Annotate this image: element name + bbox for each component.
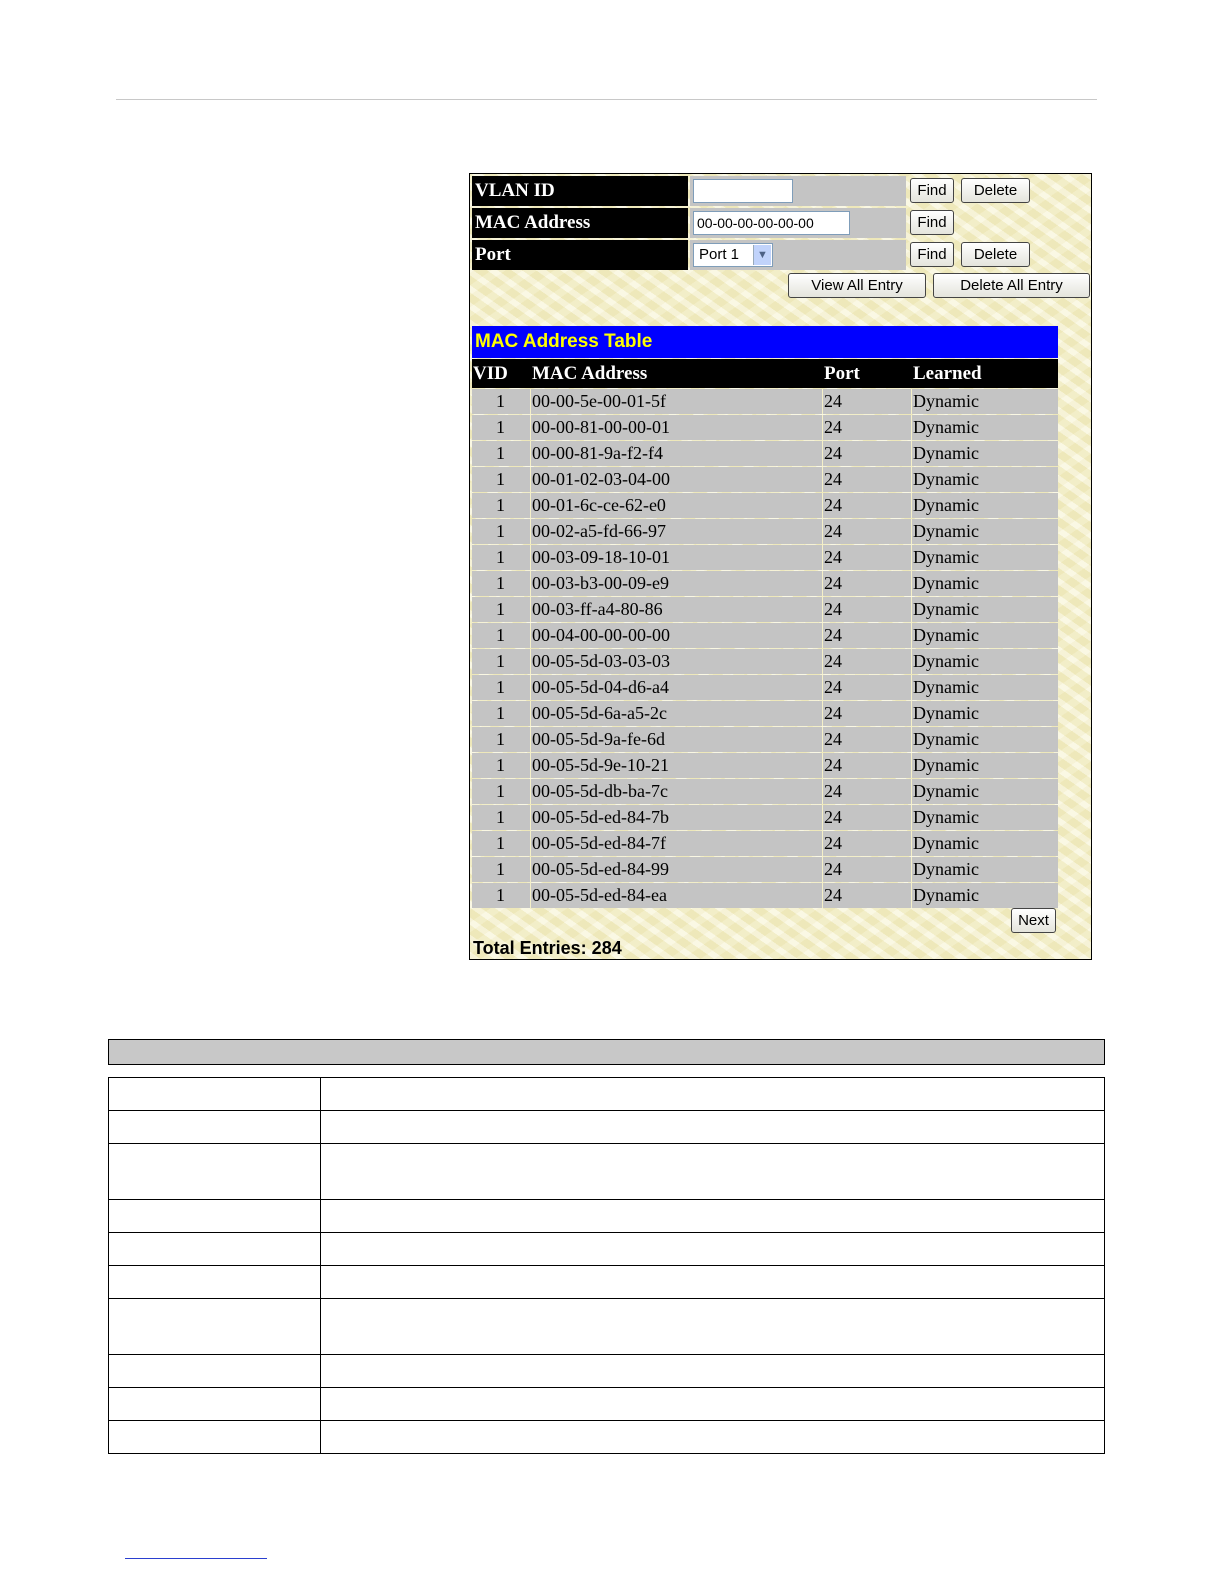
column-divider [911, 545, 912, 570]
learned-cell: Dynamic [913, 573, 979, 593]
column-divider [822, 441, 823, 466]
mac-find-button[interactable]: Find [910, 210, 954, 235]
table-row [472, 415, 1058, 440]
table-row [109, 1388, 1105, 1421]
column-divider [530, 389, 531, 414]
table-cell [109, 1200, 321, 1233]
column-divider [911, 597, 912, 622]
column-divider [911, 623, 912, 648]
column-divider [530, 883, 531, 908]
vid-cell: 1 [496, 573, 505, 593]
mac-address-cell: 00-05-5d-03-03-03 [532, 651, 670, 671]
port-cell: 24 [824, 625, 842, 645]
vid-cell: 1 [496, 677, 505, 697]
column-divider [911, 857, 912, 882]
table-row [109, 1355, 1105, 1388]
port-cell: 24 [824, 573, 842, 593]
table-row [472, 857, 1058, 882]
learned-cell: Dynamic [913, 677, 979, 697]
port-cell: 24 [824, 755, 842, 775]
table-cell [109, 1388, 321, 1421]
mac-address-cell: 00-05-5d-9e-10-21 [532, 755, 669, 775]
column-divider [911, 649, 912, 674]
column-divider [530, 649, 531, 674]
vid-cell: 1 [496, 859, 505, 879]
table-cell [109, 1299, 321, 1355]
port-label: Port [472, 240, 688, 270]
table-row [109, 1111, 1105, 1144]
port-cell: 24 [824, 677, 842, 697]
column-divider [530, 831, 531, 856]
port-cell: 24 [824, 599, 842, 619]
port-delete-button[interactable]: Delete [961, 242, 1030, 267]
column-divider [911, 467, 912, 492]
vid-cell: 1 [496, 495, 505, 515]
column-divider [911, 519, 912, 544]
vid-cell: 1 [496, 755, 505, 775]
mac-address-cell: 00-05-5d-ed-84-7f [532, 833, 666, 853]
chevron-down-icon[interactable]: ▼ [753, 245, 771, 265]
table-cell [109, 1355, 321, 1388]
column-divider [911, 675, 912, 700]
table-row [472, 701, 1058, 726]
port-select[interactable] [693, 243, 773, 267]
column-divider [822, 519, 823, 544]
port-cell: 24 [824, 859, 842, 879]
learned-cell: Dynamic [913, 859, 979, 879]
table-row [109, 1233, 1105, 1266]
column-divider [911, 753, 912, 778]
vid-cell: 1 [496, 807, 505, 827]
column-divider [530, 753, 531, 778]
column-divider [530, 623, 531, 648]
table-row [472, 571, 1058, 596]
table-row [109, 1078, 1105, 1111]
mac-address-cell [690, 208, 906, 238]
mac-address-cell: 00-05-5d-9a-fe-6d [532, 729, 665, 749]
mac-address-cell: 00-05-5d-db-ba-7c [532, 781, 668, 801]
vid-cell: 1 [496, 599, 505, 619]
column-divider [822, 779, 823, 804]
learned-cell: Dynamic [913, 807, 979, 827]
table-cell [321, 1200, 1105, 1233]
learned-cell: Dynamic [913, 651, 979, 671]
vid-cell: 1 [496, 417, 505, 437]
vid-cell: 1 [496, 521, 505, 541]
vid-cell: 1 [496, 547, 505, 567]
vlan-delete-button[interactable]: Delete [961, 178, 1030, 203]
port-cell: 24 [824, 495, 842, 515]
mac-address-cell: 00-00-81-00-00-01 [532, 417, 670, 437]
column-divider [822, 883, 823, 908]
table-row [472, 493, 1058, 518]
column-divider [911, 779, 912, 804]
mac-table-body [472, 389, 1058, 909]
learned-cell: Dynamic [913, 391, 979, 411]
column-divider [822, 467, 823, 492]
column-divider [911, 571, 912, 596]
table-cell [109, 1078, 321, 1111]
column-divider [911, 805, 912, 830]
column-divider [530, 597, 531, 622]
description-table-header [108, 1039, 1105, 1065]
learned-cell: Dynamic [913, 729, 979, 749]
learned-cell: Dynamic [913, 885, 979, 905]
port-cell: 24 [824, 729, 842, 749]
column-divider [530, 727, 531, 752]
table-row [472, 441, 1058, 466]
mac-address-cell: 00-05-5d-ed-84-99 [532, 859, 669, 879]
header-port: Port [824, 363, 860, 384]
description-table [108, 1077, 1105, 1454]
column-divider [530, 779, 531, 804]
mac-address-cell: 00-05-5d-6a-a5-2c [532, 703, 667, 723]
learned-cell: Dynamic [913, 495, 979, 515]
column-divider [822, 623, 823, 648]
column-divider [822, 415, 823, 440]
column-divider [822, 571, 823, 596]
table-row [472, 805, 1058, 830]
table-cell [321, 1266, 1105, 1299]
learned-cell: Dynamic [913, 443, 979, 463]
table-cell [109, 1144, 321, 1200]
port-cell: 24 [824, 391, 842, 411]
mac-address-label: MAC Address [472, 208, 688, 238]
vid-cell: 1 [496, 833, 505, 853]
table-row [472, 545, 1058, 570]
mac-address-cell: 00-03-ff-a4-80-86 [532, 599, 663, 619]
table-cell [321, 1388, 1105, 1421]
mac-address-cell: 00-01-6c-ce-62-e0 [532, 495, 666, 515]
table-row [472, 389, 1058, 414]
table-cell [321, 1111, 1105, 1144]
table-row [109, 1200, 1105, 1233]
learned-cell: Dynamic [913, 599, 979, 619]
vlan-id-row [472, 176, 1089, 206]
table-row [109, 1266, 1105, 1299]
learned-cell: Dynamic [913, 547, 979, 567]
vlan-id-cell [690, 176, 906, 206]
column-divider [530, 441, 531, 466]
table-row [472, 519, 1058, 544]
port-cell: 24 [824, 443, 842, 463]
column-divider [822, 675, 823, 700]
mac-address-cell: 00-03-b3-00-09-e9 [532, 573, 669, 593]
table-cell [321, 1144, 1105, 1200]
table-cell [321, 1078, 1105, 1111]
column-divider [530, 415, 531, 440]
port-cell: 24 [824, 547, 842, 567]
vlan-id-input[interactable] [693, 179, 793, 203]
vid-cell: 1 [496, 729, 505, 749]
port-cell: 24 [824, 833, 842, 853]
mac-address-cell: 00-00-5e-00-01-5f [532, 391, 666, 411]
mac-address-cell: 00-01-02-03-04-00 [532, 469, 670, 489]
table-cell [109, 1266, 321, 1299]
delete-all-entry-button[interactable]: Delete All Entry [933, 273, 1090, 298]
table-cell [321, 1355, 1105, 1388]
port-cell: 24 [824, 703, 842, 723]
learned-cell: Dynamic [913, 755, 979, 775]
vid-cell: 1 [496, 391, 505, 411]
table-row [472, 467, 1058, 492]
table-row [472, 623, 1058, 648]
table-row [472, 675, 1058, 700]
column-divider [911, 441, 912, 466]
vid-cell: 1 [496, 703, 505, 723]
mac-address-cell: 00-05-5d-04-d6-a4 [532, 677, 669, 697]
learned-cell: Dynamic [913, 833, 979, 853]
total-entries: Total Entries: 284 [473, 938, 622, 958]
column-divider [911, 493, 912, 518]
column-divider [822, 805, 823, 830]
table-row [109, 1144, 1105, 1200]
column-divider [530, 675, 531, 700]
column-divider [822, 597, 823, 622]
column-divider [530, 467, 531, 492]
column-divider [822, 857, 823, 882]
vid-cell: 1 [496, 625, 505, 645]
table-cell [109, 1233, 321, 1266]
mac-address-cell: 00-02-a5-fd-66-97 [532, 521, 666, 541]
column-divider [911, 883, 912, 908]
table-row [472, 883, 1058, 908]
learned-cell: Dynamic [913, 703, 979, 723]
header-vid: VID [473, 363, 508, 384]
column-divider [530, 571, 531, 596]
learned-cell: Dynamic [913, 781, 979, 801]
table-row [109, 1421, 1105, 1454]
table-cell [321, 1421, 1105, 1454]
column-divider [530, 805, 531, 830]
learned-cell: Dynamic [913, 521, 979, 541]
column-divider [530, 493, 531, 518]
table-row [472, 753, 1058, 778]
vid-cell: 1 [496, 443, 505, 463]
mac-address-input[interactable]: 00-00-00-00-00-00 [693, 211, 850, 235]
view-all-entry-button[interactable]: View All Entry [788, 273, 926, 298]
learned-cell: Dynamic [913, 469, 979, 489]
mac-address-cell: 00-05-5d-ed-84-ea [532, 885, 667, 905]
port-cell: 24 [824, 885, 842, 905]
header-mac-address: MAC Address [532, 363, 648, 384]
column-divider [911, 701, 912, 726]
column-divider [822, 545, 823, 570]
table-row [472, 831, 1058, 856]
port-cell [690, 240, 906, 270]
column-divider [530, 701, 531, 726]
column-divider [822, 649, 823, 674]
column-divider [911, 389, 912, 414]
mac-address-cell: 00-03-09-18-10-01 [532, 547, 670, 567]
vlan-id-label: VLAN ID [472, 176, 688, 206]
column-divider [911, 415, 912, 440]
vid-cell: 1 [496, 469, 505, 489]
column-divider [822, 831, 823, 856]
next-button[interactable]: Next [1011, 908, 1056, 933]
column-divider [530, 545, 531, 570]
column-divider [822, 389, 823, 414]
port-cell: 24 [824, 781, 842, 801]
vid-cell: 1 [496, 651, 505, 671]
table-row [472, 597, 1058, 622]
vlan-find-button[interactable]: Find [910, 178, 954, 203]
port-row [472, 240, 1089, 270]
port-cell: 24 [824, 469, 842, 489]
mac-address-cell: 00-04-00-00-00-00 [532, 625, 670, 645]
port-select-value: Port 1 [699, 246, 740, 263]
column-divider [530, 519, 531, 544]
footer-link-underline[interactable] [125, 1558, 267, 1559]
mac-address-cell: 00-00-81-9a-f2-f4 [532, 443, 663, 463]
column-divider [911, 831, 912, 856]
column-divider [822, 753, 823, 778]
column-divider [822, 701, 823, 726]
port-cell: 24 [824, 807, 842, 827]
port-cell: 24 [824, 417, 842, 437]
table-row [472, 727, 1058, 752]
learned-cell: Dynamic [913, 625, 979, 645]
table-cell [321, 1299, 1105, 1355]
port-find-button[interactable]: Find [910, 242, 954, 267]
mac-address-table-panel [469, 173, 1092, 960]
page-top-rule [116, 99, 1097, 100]
mac-address-cell: 00-05-5d-ed-84-7b [532, 807, 669, 827]
column-divider [911, 727, 912, 752]
table-row [109, 1299, 1105, 1355]
table-cell [109, 1111, 321, 1144]
table-cell [321, 1233, 1105, 1266]
header-learned: Learned [913, 363, 982, 384]
mac-address-row [472, 208, 1089, 238]
port-cell: 24 [824, 651, 842, 671]
table-row [472, 649, 1058, 674]
column-divider [822, 727, 823, 752]
mac-table-title: MAC Address Table [472, 326, 1058, 358]
port-cell: 24 [824, 521, 842, 541]
column-divider [822, 493, 823, 518]
column-divider [530, 857, 531, 882]
vid-cell: 1 [496, 885, 505, 905]
table-row [472, 779, 1058, 804]
table-cell [109, 1421, 321, 1454]
vid-cell: 1 [496, 781, 505, 801]
mac-table-header [472, 359, 1058, 388]
learned-cell: Dynamic [913, 417, 979, 437]
